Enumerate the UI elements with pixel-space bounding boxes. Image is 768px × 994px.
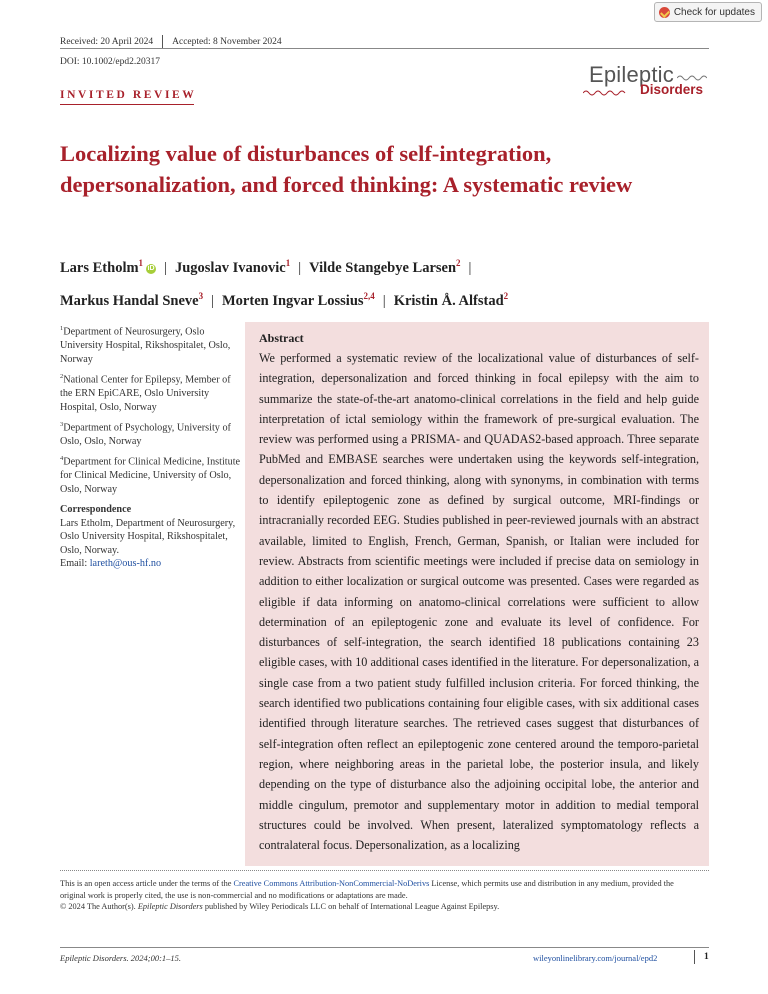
affiliation: $^3$Department of Psychology, University of Oslo, Oslo, Norway xyxy=(60,421,231,447)
page-number: 1 xyxy=(704,952,709,962)
header-rule xyxy=(60,48,709,49)
license-text: This is an open access article under the terms of the Creative Commons Attribution-NonCommercial-NoDerivs License, which permits use and distribution in any medium, provided the original work is properly cited, the use is non-commercial and no modifications or adaptations are made. © 2024 The Author(s). Epileptic Disorders published by Wiley Periodicals LLC on behalf of International League Against Epilepsy. xyxy=(60,879,674,912)
abstract-text: We performed a systematic review of the localizational value of disturbances of self-integration, depersonalization and forced thinking in focal epilepsy with the aim to summarize the state-of-the-art anatomo-clinical correlations in the field and help guide interpretation of ictal semiology within the framework of pre-surgical evaluation. The review was performed using a PRISMA- and QUADAS2-based approach. Three separate PubMed and EMBASE searches were undertaken using the keywords self-integration, depersonalization and forced thinking, along with synonyms, in combination with terms to identify epileptogenic zone as defined by surgical outcome, MRI-findings or intracranially recorded EEG. Studies published in peer-reviewed journals with an abstract available, limited to English, French, German, Spanish, or Italian were included for review. Abstracts from scientific meetings were included if precise data on semiology in addition to either localization or surgical outcome was presented. Cases were regarded as eligible if data informing on anatomo-clinical correlations were sufficient to allow determination of an epileptogenic zone and evaluate its level of confidence. For disturbances of self-integration, the search identified 18 publications containing 23 eligible cases, with 10 additional cases identified in the literature. For depersonalization, a single case from a two patient study fulfilled inclusion criteria. For forced thinking, the search identified two publications containing four eligible cases, with six additional cases identified through literature searches. The retrieved cases suggest that disturbances of self-integration often reflect an epileptogenic zone centered around the temporo-parietal region, where neighboring areas in the parietal lobe, the posterior insula, and likely depending on the type of disturbance also the adjoining occipital lobe, the anterior and middle cingulum, premotor and supplementary motor in addition to medial temporal structures could be involved. When present, lateralized symptomatology reflects a contralateral focus. Depersonalization, as a localizing xyxy=(259,351,699,853)
email-link[interactable]: lareth@ous-hf.no xyxy=(89,558,162,570)
affiliation: $^2$National Center for Epilepsy, Member of the ERN EpiCARE, Oslo University Hospital, Oslo, Norway xyxy=(60,373,231,413)
dates-row xyxy=(60,35,282,49)
footer-divider xyxy=(694,950,695,964)
affiliation: $^4$Department for Clinical Medicine, Institute for Clinical Medicine, University of Oslo, Oslo, Norway xyxy=(60,455,241,495)
abstract-heading: Abstract xyxy=(259,331,304,345)
check-updates-label: Check for updates xyxy=(673,6,755,18)
check-updates-icon xyxy=(659,7,670,18)
footer-url[interactable]: wileyonlinelibrary.com/journal/epd2 xyxy=(533,953,658,963)
author[interactable]: Kristin Å. Alfstad$^2$ xyxy=(393,290,509,309)
dates-divider xyxy=(162,35,163,49)
author[interactable]: Jugoslav Ivanovic$^1$ xyxy=(174,258,291,276)
license-link[interactable]: Creative Commons Attribution-NonCommercial-NoDerivs xyxy=(233,879,430,888)
check-for-updates-button[interactable] xyxy=(654,2,762,22)
author-list: Lars Etholm$^1$ iD | Jugoslav Ivanovic$^1$ | Vilde Stangebye Larsen$^2$ | Markus Handal Sneve$^3$ | Morten Ingvar Lossius$^{2,4}$ | Kristin Å. Alfstad$^2$ xyxy=(60,258,509,309)
article-type: INVITED REVIEW xyxy=(60,89,197,101)
correspondence-heading: Correspondence xyxy=(60,504,132,515)
journal-logo-bottom: Disorders xyxy=(639,82,703,97)
author[interactable]: Markus Handal Sneve$^3$ xyxy=(60,290,204,309)
correspondence-address: Lars Etholm, Department of Neurosurgery, Oslo University Hospital, Rikshospitalet, Oslo, Norway. xyxy=(60,517,236,556)
journal-logo-top: Epileptic xyxy=(589,62,674,87)
journal-logo xyxy=(583,62,707,102)
correspondence xyxy=(60,503,243,571)
doi: DOI: 10.1002/epd2.20317 xyxy=(60,57,161,67)
orcid-icon[interactable]: iD xyxy=(147,264,155,272)
received-date: Received: 20 April 2024 xyxy=(60,37,154,47)
footer-rule xyxy=(60,947,709,948)
logo-wave-left-icon xyxy=(583,89,627,97)
accepted-date: Accepted: 8 November 2024 xyxy=(172,37,282,47)
affiliation: $^1$Department of Neurosurgery, Oslo University Hospital, Rikshospitalet, Oslo, Norway xyxy=(60,325,231,365)
author[interactable]: Vilde Stangebye Larsen$^2$ xyxy=(309,258,461,276)
logo-wave-icon xyxy=(677,74,707,82)
correspondence-email-row: Email: lareth@ous-hf.no xyxy=(60,558,162,570)
author[interactable]: Morten Ingvar Lossius$^{2,4}$ xyxy=(222,290,375,309)
author[interactable]: Lars Etholm$^1$ xyxy=(60,258,144,276)
footer-citation: Epileptic Disorders. 2024;00:1–15. xyxy=(60,953,182,963)
license-divider xyxy=(60,870,709,871)
article-title: Localizing value of disturbances of self-integration, depersonalization, and forced thinking: A systematic review xyxy=(60,141,633,197)
article-type-underline xyxy=(60,104,194,105)
